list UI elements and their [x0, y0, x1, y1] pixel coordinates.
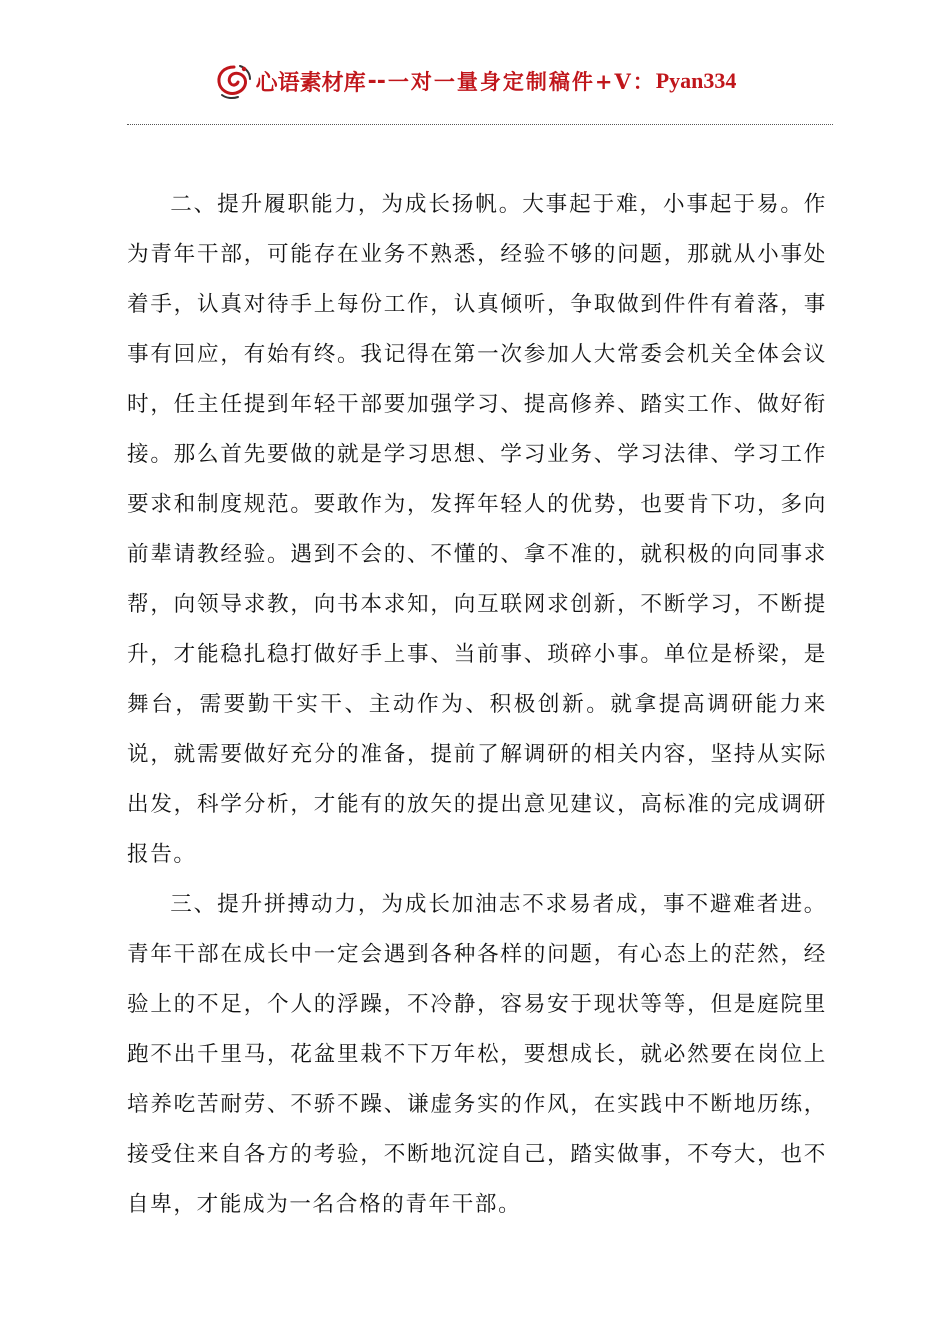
swirl-logo-icon: [214, 61, 254, 101]
page-header: [0, 58, 950, 104]
header-separator: --: [367, 68, 386, 94]
header-divider: [127, 124, 833, 125]
brand-name: 心语素材库: [255, 70, 366, 96]
header-banner: [214, 61, 737, 101]
contact-id: Pyan334: [655, 68, 737, 93]
paragraph-section-two: 二、提升履职能力，为成长扬帆。大事起于难，小事起于易。作为青年干部，可能存在业务不熟悉，经验不够的问题，那就从小事处着手，认真对待手上每份工作，认真倾听，争取做到件件有着落，事事有回应，有始有终。我记得在第一次参加人大常委会机关全体会议时，任主任提到年轻干部要加强学习、提高修养、踏实工作、做好衔接。那么首先要做的就是学习思想、学习业务、学习法律、学习工作要求和制度规范。要敢作为，发挥年轻人的优势，也要肯下功，多向前辈请教经验。遇到不会的、不懂的、拿不准的，就积极的向同事求帮，向领导求教，向书本求知，向互联网求创新，不断学习，不断提升，才能稳扎稳打做好手上事、当前事、琐碎小事。单位是桥梁，是舞台，需要勤干实干、主动作为、积极创新。就拿提高调研能力来说，就需要做好充分的准备，提前了解调研的相关内容，坚持从实际出发，科学分析，才能有的放矢的提出意见建议，高标准的完成调研报告。: [127, 192, 827, 867]
header-slogan: 一对一量身定制稿件: [387, 69, 595, 94]
document-body: [127, 180, 827, 1230]
paragraph-section-three: 三、提升拼搏动力，为成长加油志不求易者成，事不避难者进。青年干部在成长中一定会遇到各种各样的问题，有心态上的茫然，经验上的不足，个人的浮躁，不冷静，容易安于现状等等，但是庭院里跑不出千里马，花盆里栽不下万年松，要想成长，就必然要在岗位上培养吃苦耐劳、不骄不躁、谦虚务实的作风，在实践中不断地历练，接受住来自各方的考验，不断地沉淀自己，踏实做事，不夸大，也不自卑，才能成为一名合格的青年干部。: [127, 892, 827, 1217]
contact-prefix: +V：: [594, 69, 656, 94]
